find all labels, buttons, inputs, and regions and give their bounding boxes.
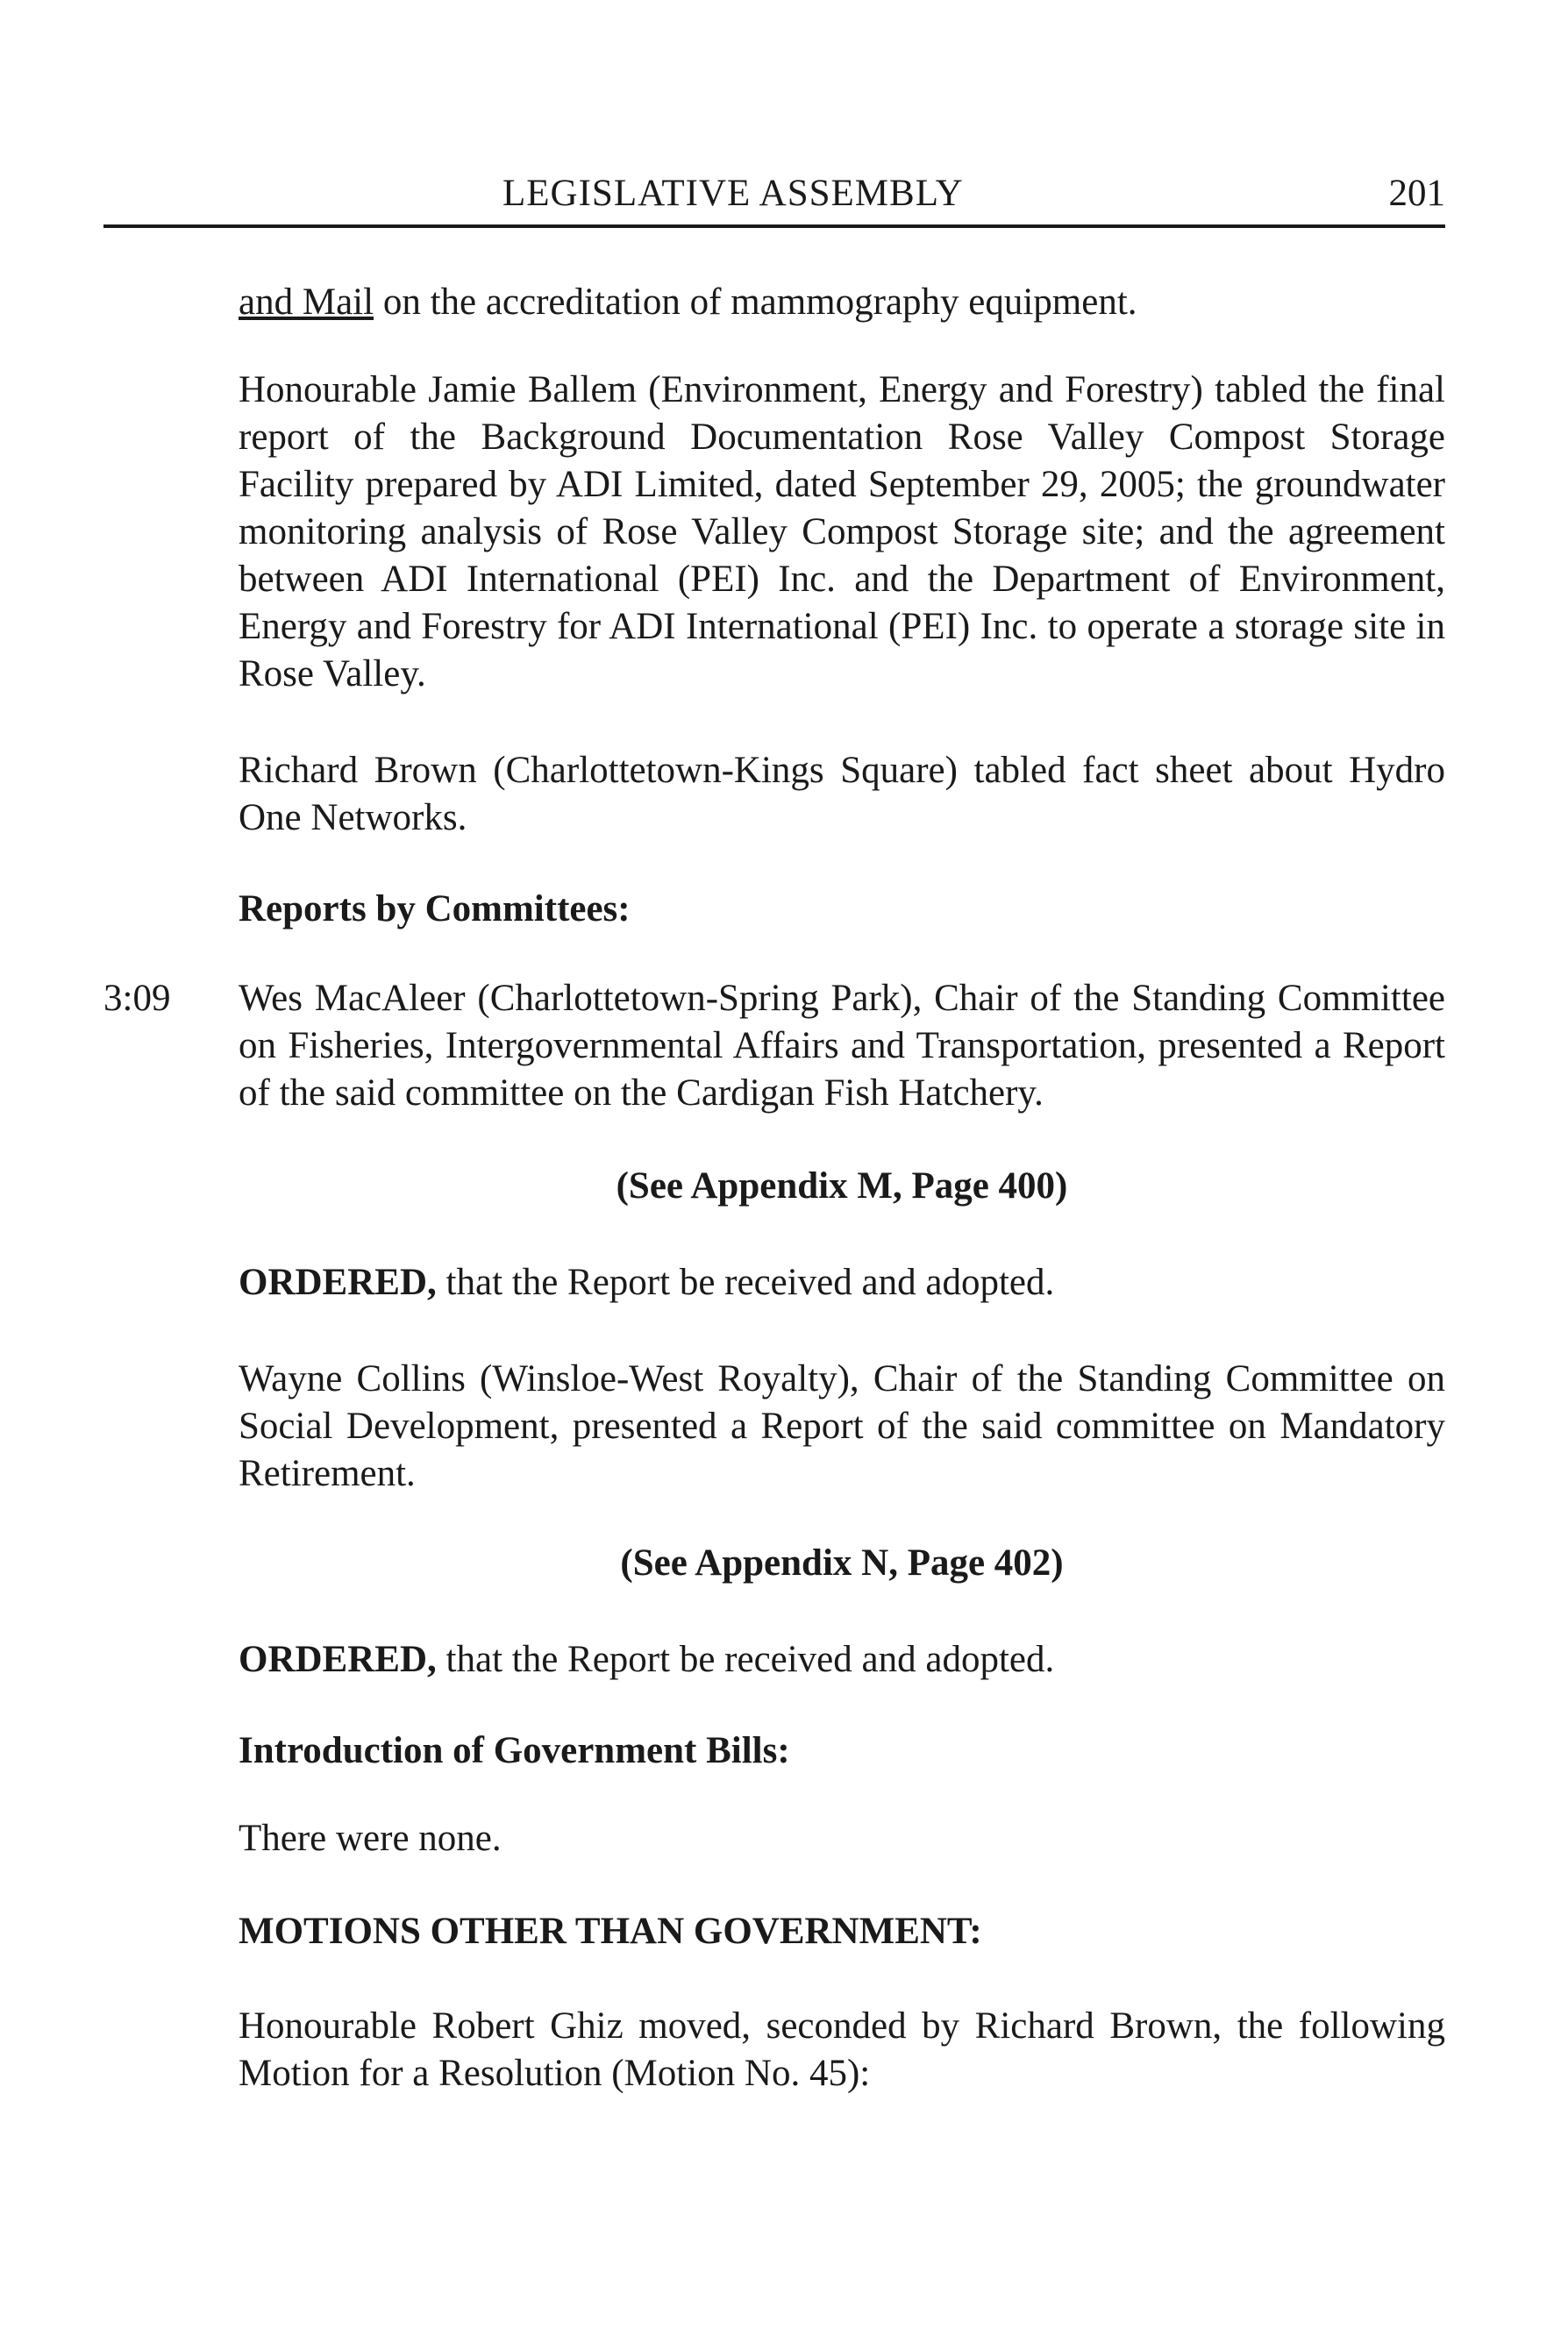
paragraph-brown [239,747,1445,842]
appendix-n-text: (See Appendix N, Page 402) [620,1542,1064,1584]
ordered-1-bold: ORDERED, [239,1262,437,1303]
heading-reports [239,886,1445,933]
paragraph-ghiz [239,2003,1445,2097]
appendix-m-ref [239,1163,1445,1210]
heading-gov-bills [239,1727,1445,1775]
paragraph-ballem [239,367,1445,698]
ordered-2-rest: that the Report be received and adopted. [436,1639,1055,1680]
paragraph-collins-text: Wayne Collins (Winsloe-West Royalty), Chair of the Standing Committee on Social Development, presented a Report of the said committee on Mandatory Retirement. [239,1358,1445,1494]
heading-motions [239,1908,1445,1955]
ordered-2-bold: ORDERED, [239,1639,437,1680]
paragraph-brown-text: Richard Brown (Charlottetown-Kings Square) tabled fact sheet about Hydro One Networks. [239,750,1445,838]
ordered-1-rest: that the Report be received and adopted. [436,1262,1055,1303]
appendix-m-text: (See Appendix M, Page 400) [616,1165,1068,1207]
paragraph-none-text: There were none. [239,1818,502,1859]
paragraph-macaleer [239,975,1445,1117]
heading-gov-bills-text: Introduction of Government Bills: [239,1730,790,1771]
paragraph-macaleer-text: Wes MacAleer (Charlottetown-Spring Park), Chair of the Standing Committee on Fisheries, Intergovernmental Affairs and Transportation, presented a Report of the said committee on the Cardigan Fish Hatchery. [239,978,1445,1114]
page-header [103,172,1445,228]
paragraph-ghiz-text: Honourable Robert Ghiz moved, seconded by Richard Brown, the following Motion for a Resolution (Motion No. 45): [239,2005,1445,2094]
time-stamp: 3:09 [103,978,171,1019]
ordered-2 [239,1636,1445,1684]
header-title: LEGISLATIVE ASSEMBLY [502,173,964,214]
heading-motions-text: MOTIONS OTHER THAN GOVERNMENT: [239,1911,982,1952]
continuation-text: on the accreditation of mammography equipment. [374,281,1137,323]
paragraph-collins [239,1356,1445,1498]
paragraph-ballem-text: Honourable Jamie Ballem (Environment, Energy and Forestry) tabled the final report of the Background Documentation Rose Valley Compost Storage Facility prepared by ADI Limited, dated September 29, 2005; the groundwater monitoring analysis of Rose Valley Compost Storage site; and the agreement between ADI International (PEI) Inc. and the Department of Environment, Energy and Forestry for ADI International (PEI) Inc. to operate a storage site in Rose Valley. [239,369,1445,694]
paragraph-continuation [239,279,1445,326]
underlined-text: and Mail [239,281,374,323]
page-number: 201 [1388,173,1445,214]
paragraph-none [239,1815,1445,1862]
heading-reports-text: Reports by Committees: [239,888,631,929]
appendix-n-ref [239,1540,1445,1587]
ordered-1 [239,1259,1445,1307]
